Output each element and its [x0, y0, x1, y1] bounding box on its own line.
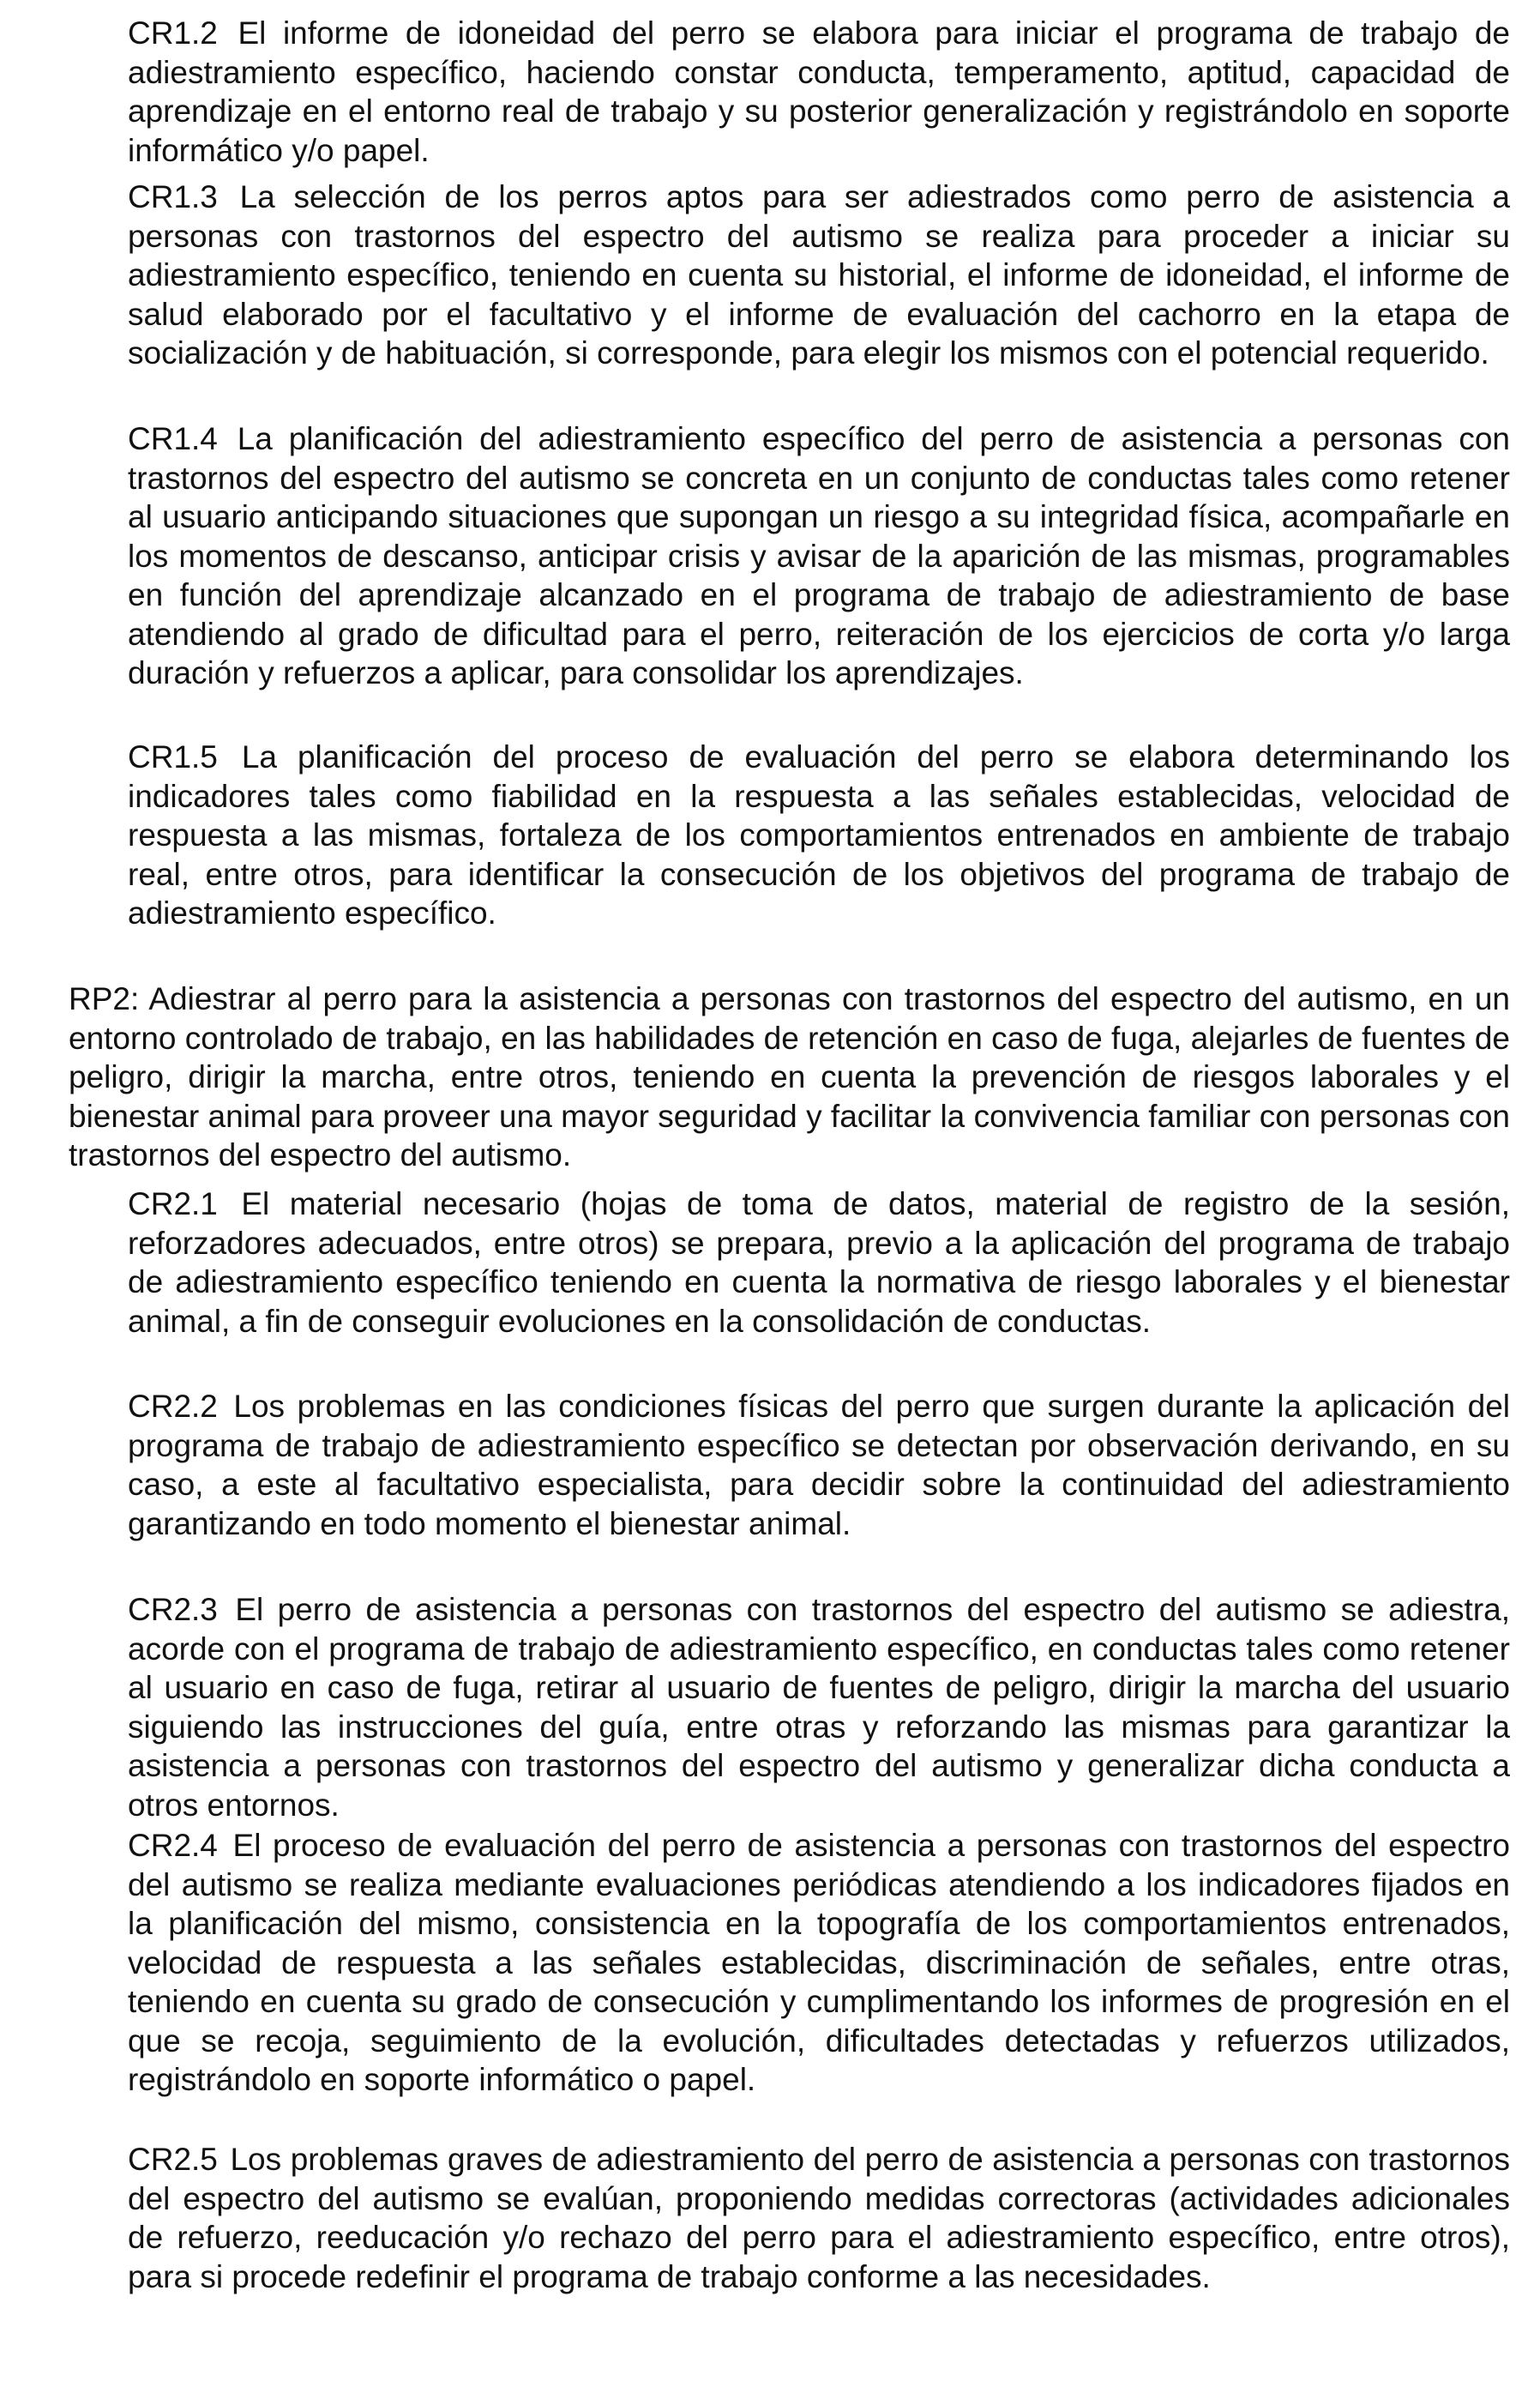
criterion-cr2-2: [128, 1387, 1510, 1543]
criterion-text: El informe de idoneidad del perro se elabora para iniciar el programa de trabajo de adiestramiento específico, haciendo constar conducta, temperamento, aptitud, capacidad de aprendizaje en el entorno real de trabajo y su posterior generalización y registrándolo en soporte informático y/o papel.: [128, 15, 1510, 168]
rp2-text: RP2: Adiestrar al perro para la asistencia a personas con trastornos del espectro del autismo, en un entorno controlado de trabajo, en las habilidades de retención en caso de fuga, alejarles de fuentes de peligro, dirigir la marcha, entre otros, teniendo en cuenta la prevención de riesgos laborales y el bienestar animal para proveer una mayor seguridad y facilitar la convivencia familiar con personas con trastornos del espectro del autismo.: [69, 981, 1510, 1172]
criterion-paragraph: [128, 1184, 1510, 1341]
criterion-cr1-5: [128, 738, 1510, 933]
criterion-paragraph: [128, 419, 1510, 693]
criterion-code: CR1.4: [128, 421, 218, 456]
criterion-paragraph: [128, 738, 1510, 933]
criterion-paragraph: [128, 178, 1510, 373]
criterion-code: CR1.2: [128, 15, 218, 51]
criterion-cr2-4: [128, 1826, 1510, 2100]
criterion-cr1-2: [128, 14, 1510, 170]
criterion-paragraph: [128, 14, 1510, 170]
criterion-text: La selección de los perros aptos para ser adiestrados como perro de asistencia a personas con trastornos del espectro del autismo se realiza para proceder a iniciar su adiestramiento específico, teniendo en cuenta su historial, el informe de idoneidad, el informe de salud elaborado por el facultativo y el informe de evaluación del cachorro en la etapa de socialización y de habituación, si corresponde, para elegir los mismos con el potencial requerido.: [128, 179, 1510, 371]
criterion-cr1-3: [128, 178, 1510, 373]
criterion-text: Los problemas graves de adiestramiento del perro de asistencia a personas con trastornos del espectro del autismo se evalúan, proponiendo medidas correctoras (actividades adicionales de refuerzo, reeducación y/o rechazo del perro para el adiestramiento específico, entre otros), para si procede redefinir el programa de trabajo conforme a las necesidades.: [128, 2142, 1510, 2294]
criterion-code: CR2.4: [128, 1828, 218, 1863]
criterion-code: CR1.3: [128, 179, 218, 214]
criterion-text: El proceso de evaluación del perro de asistencia a personas con trastornos del espectro del autismo se realiza mediante evaluaciones periódicas atendiendo a los indicadores fijados en la planificación del mismo, consistencia en la topografía de los comportamientos entrenados, velocidad de respuesta a las señales establecidas, discriminación de señales, entre otras, teniendo en cuenta su grado de consecución y cumplimentando los informes de progresión en el que se recoja, seguimiento de la evolución, dificultades detectadas y refuerzos utilizados, registrándolo en soporte informático o papel.: [128, 1828, 1510, 2097]
criterion-cr2-3: [128, 1590, 1510, 1824]
criterion-paragraph: [128, 1387, 1510, 1543]
criterion-paragraph: [128, 1826, 1510, 2100]
realization-rp2-heading: [69, 980, 1510, 1175]
criterion-text: La planificación del proceso de evaluación del perro se elabora determinando los indicadores tales como fiabilidad en la respuesta a las señales establecidas, velocidad de respuesta a las mismas, fortaleza de los comportamientos entrenados en ambiente de trabajo real, entre otros, para identificar la consecución de los objetivos del programa de trabajo de adiestramiento específico.: [128, 739, 1510, 931]
criterion-paragraph: [128, 1590, 1510, 1824]
criterion-paragraph: [128, 2140, 1510, 2296]
criterion-code: CR2.3: [128, 1592, 218, 1627]
criterion-cr2-1: [128, 1184, 1510, 1341]
criterion-cr1-4: [128, 419, 1510, 693]
criterion-code: CR1.5: [128, 739, 218, 775]
criterion-text: El perro de asistencia a personas con trastornos del espectro del autismo se adiestra, acorde con el programa de trabajo de adiestramiento específico, en conductas tales como retener al usuario en caso de fuga, retirar al usuario de fuentes de peligro, dirigir la marcha del usuario siguiendo las instrucciones del guía, entre otras y reforzando las mismas para garantizar la asistencia a personas con trastornos del espectro del autismo y generalizar dicha conducta a otros entornos.: [128, 1592, 1511, 1823]
criterion-cr2-5: [128, 2140, 1510, 2296]
criterion-code: CR2.1: [128, 1186, 218, 1221]
criterion-text: El material necesario (hojas de toma de datos, material de registro de la sesión, reforzadores adecuados, entre otros) se prepara, previo a la aplicación del programa de trabajo de adiestramiento específico teniendo en cuenta la normativa de riesgo laborales y el bienestar animal, a fin de conseguir evoluciones en la consolidación de conductas.: [128, 1186, 1510, 1339]
criterion-code: CR2.2: [128, 1389, 218, 1424]
criterion-text: La planificación del adiestramiento específico del perro de asistencia a personas con trastornos del espectro del autismo se concreta en un conjunto de conductas tales como retener al usuario anticipando situaciones que supongan un riesgo a su integridad física, acompañarle en los momentos de descanso, anticipar crisis y avisar de la aparición de las mismas, programables en función del aprendizaje alcanzado en el programa de trabajo de adiestramiento de base atendiendo al grado de dificultad para el perro, reiteración de los ejercicios de corta y/o larga duración y refuerzos a aplicar, para consolidar los aprendizajes.: [128, 421, 1511, 690]
criterion-text: Los problemas en las condiciones físicas del perro que surgen durante la aplicación del programa de trabajo de adiestramiento específico se detectan por observación derivando, en su caso, a este al facultativo especialista, para decidir sobre la continuidad del adiestramiento garantizando en todo momento el bienestar animal.: [128, 1389, 1510, 1541]
criterion-code: CR2.5: [128, 2142, 218, 2177]
